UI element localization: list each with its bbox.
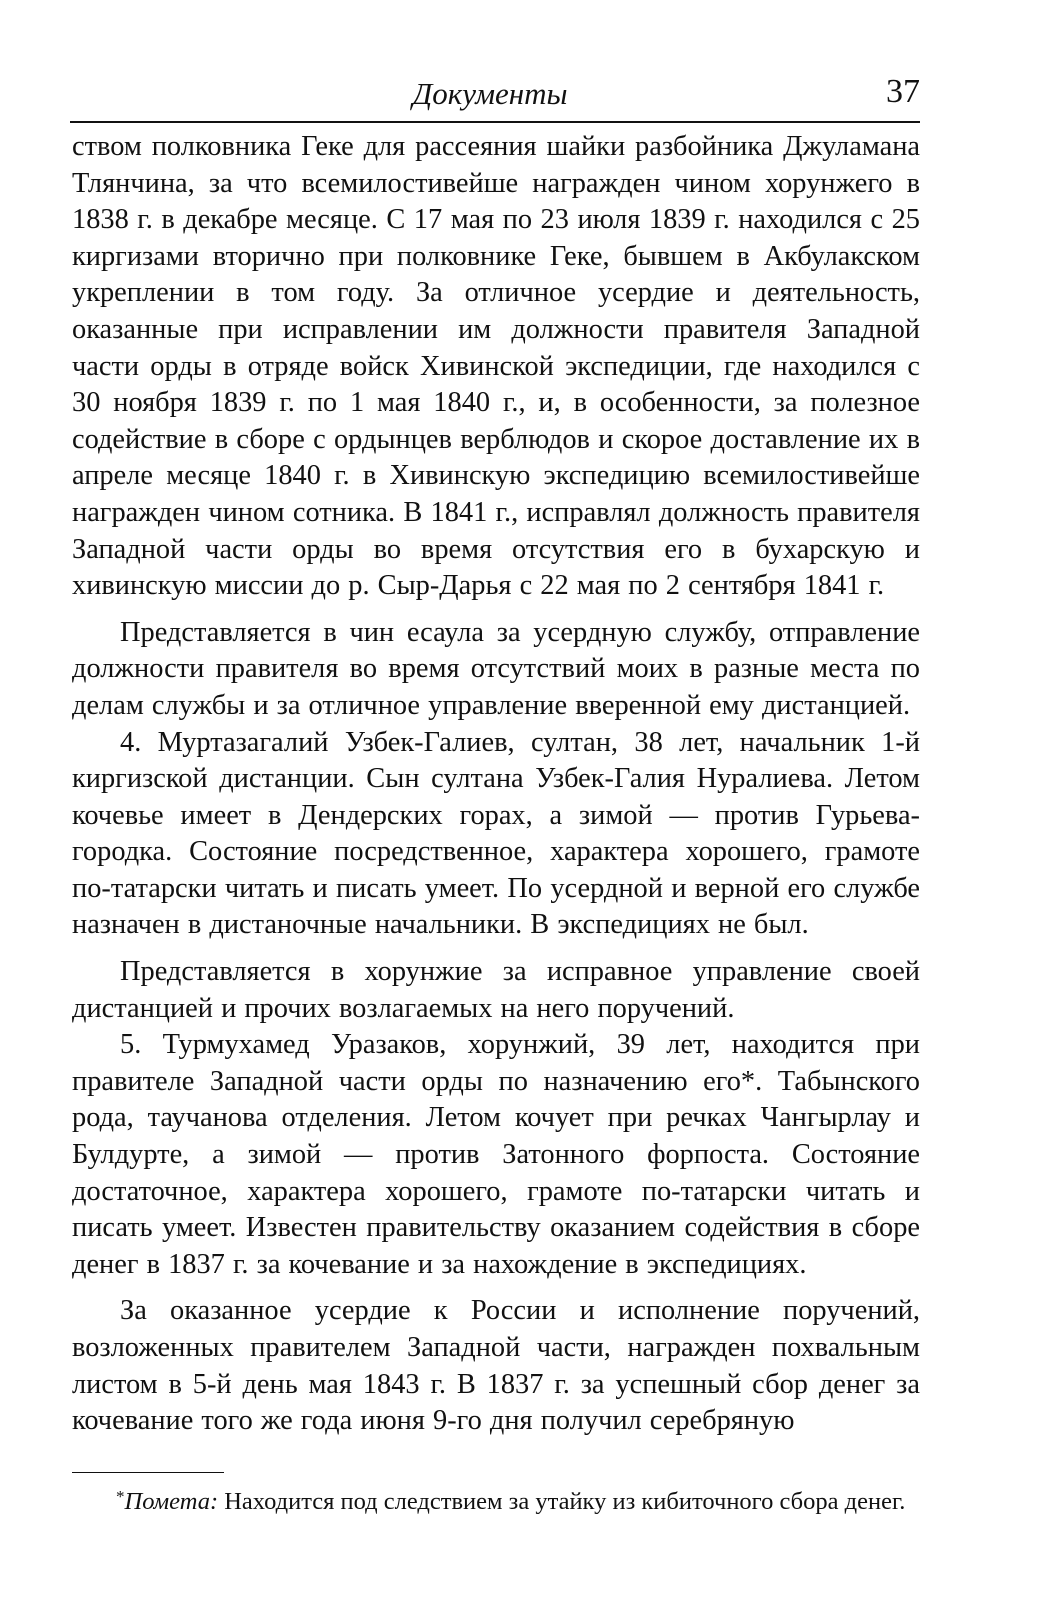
footnote-divider bbox=[72, 1472, 224, 1473]
page-number: 37 bbox=[886, 73, 920, 110]
paragraph-entry-5: 5. Турмухамед Уразаков, хорунжий, 39 лет, находится при правителе Западной части орды по назначению его*. Табынского рода, таучанова отделения. Летом кочует при речках Чангырлау и Булдурте, а зимой — против Затонного форпоста. Состояние достаточное, характера хорошего, грамоте по-татарски читать и писать умеет. Известен правительству оказанием содействия в сборе денег в 1837 г. за кочевание и за нахождение в экспедициях. bbox=[72, 1029, 920, 1280]
footnote-text: Находится под следствием за утайку из кибиточного сбора денег. bbox=[218, 1488, 906, 1515]
paragraph-recommendation-esaul: Представляется в чин есаула за усердную службу, отправление должности правителя во время отсутствий моих в разные места по делам службы и за отличное управление вверенной ему дистанцией. bbox=[72, 616, 920, 721]
footnote-label: Помета: bbox=[124, 1488, 219, 1515]
paragraph-recommendation-khorunzhiy: Представляется в хорунжие за исправное управление своей дистанцией и прочих возлагаемых на него поручений. bbox=[72, 956, 920, 1024]
header-divider bbox=[70, 121, 920, 123]
footnote-marker: * bbox=[116, 1487, 125, 1506]
paragraph-award: За оказанное усердие к России и исполнение поручений, возложенных правителем Западной части, награжден похвальным листом в 5-й день мая 1843 г. В 1837 г. за успешный сбор денег за кочевание того же года июня 9-го дня получил серебряную bbox=[72, 1295, 920, 1437]
main-text bbox=[72, 129, 920, 1440]
paragraph-continuation: ством полковника Геке для рассеяния шайки разбойника Джуламана Тлянчина, за что всемилостивейше награжден чином хорунжего в 1838 г. в декабре месяце. С 17 мая по 23 июля 1839 г. находился с 25 киргизами вторично при полковнике Геке, бывшем в Акбулакском укреплении в том году. За отличное усердие и деятельность, оказанные при исправлении им должности правителя Западной части орды в отряде войск Хивинской экспедиции, где находился с 30 ноября 1839 г. по 1 мая 1840 г., и, в особенности, за полезное содействие в сборе с ордынцев верблюдов и скорое доставление их в апреле месяце 1840 г. в Хивинскую экспедицию всемилостивейше награжден чином сотника. В 1841 г., исправлял должность правителя Западной части орды во время отсутствия его в бухарскую и хивинскую миссии до р. Сыр-Дарья с 22 мая по 2 сентября 1841 г. bbox=[72, 131, 920, 602]
paragraph-entry-4: 4. Муртазагалий Узбек-Галиев, султан, 38 лет, начальник 1-й киргизской дистанции. Сын султана Узбек-Галия Нуралиева. Летом кочевье имеет в Дендерских горах, а зимой — против Гурьева-городка. Состояние посредственное, характера хорошего, грамоте по-татарски читать и писать умеет. По усердной и верной его службе назначен в дистаночные начальники. В экспедициях не был. bbox=[72, 726, 920, 941]
running-header-title: Документы bbox=[412, 76, 568, 111]
footnote bbox=[72, 1480, 920, 1519]
